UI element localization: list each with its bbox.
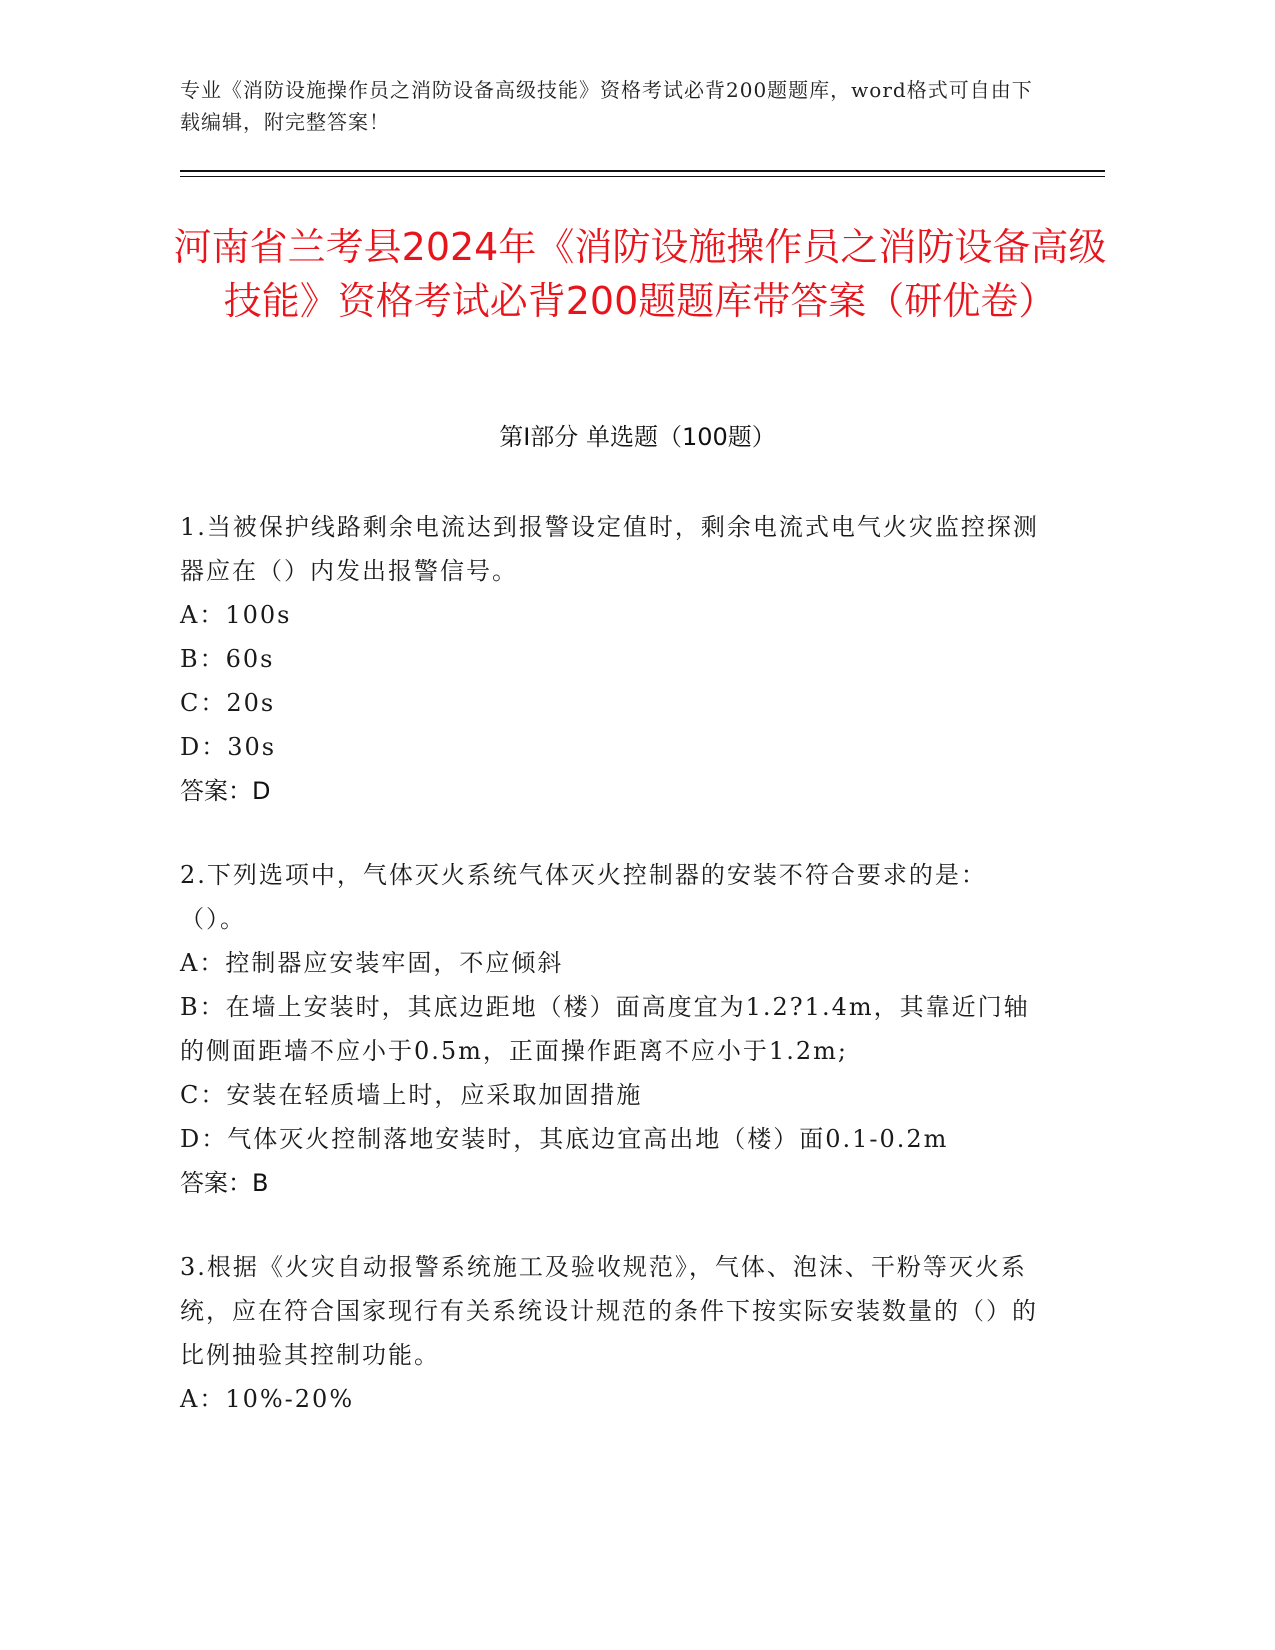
question-stem: 2.下列选项中，气体灭火系统气体灭火控制器的安装不符合要求的是：（）。	[180, 861, 987, 933]
option-b: B：在墙上安装时，其底边距地（楼）面高度宜为1.2?1.4m，其靠近门轴的侧面距墙不应小于0.5m，正面操作距离不应小于1.2m;	[180, 993, 1030, 1065]
header-divider-thick	[180, 170, 1105, 172]
question-list	[180, 505, 1040, 1461]
option-d: D：30s	[180, 733, 277, 761]
option-d: D：气体灭火控制落地安装时，其底边宜高出地（楼）面0.1-0.2m	[180, 1125, 949, 1153]
question-stem: 1.当被保护线路剩余电流达到报警设定值时，剩余电流式电气火灾监控探测器应在（）内发出报警信号。	[180, 513, 1039, 585]
option-c: C：安装在轻质墙上时，应采取加固措施	[180, 1081, 643, 1109]
answer-line: 答案：D	[180, 777, 271, 805]
question-1	[180, 505, 1040, 813]
question-stem: 3.根据《火灾自动报警系统施工及验收规范》，气体、泡沫、干粉等灭火系统，应在符合国家现行有关系统设计规范的条件下按实际安装数量的（）的比例抽验其控制功能。	[180, 1253, 1038, 1369]
option-c: C：20s	[180, 689, 276, 717]
option-a: A：100s	[180, 601, 292, 629]
answer-line: 答案：B	[180, 1169, 269, 1197]
document-title: 河南省兰考县2024年《消防设施操作员之消防设备高级技能》资格考试必背200题题库带答案（研优卷）	[173, 225, 1107, 323]
header-divider-thin	[180, 176, 1105, 177]
option-a: A：控制器应安装牢固，不应倾斜	[180, 949, 564, 977]
header-note: 专业《消防设施操作员之消防设备高级技能》资格考试必背200题题库，word格式可自由下载编辑，附完整答案！	[180, 78, 1033, 134]
option-b: B：60s	[180, 645, 275, 673]
question-2	[180, 853, 1040, 1205]
option-a: A：10%-20%	[180, 1385, 355, 1413]
section-title: 第I部分 单选题（100题）	[499, 423, 776, 451]
question-3	[180, 1245, 1040, 1421]
